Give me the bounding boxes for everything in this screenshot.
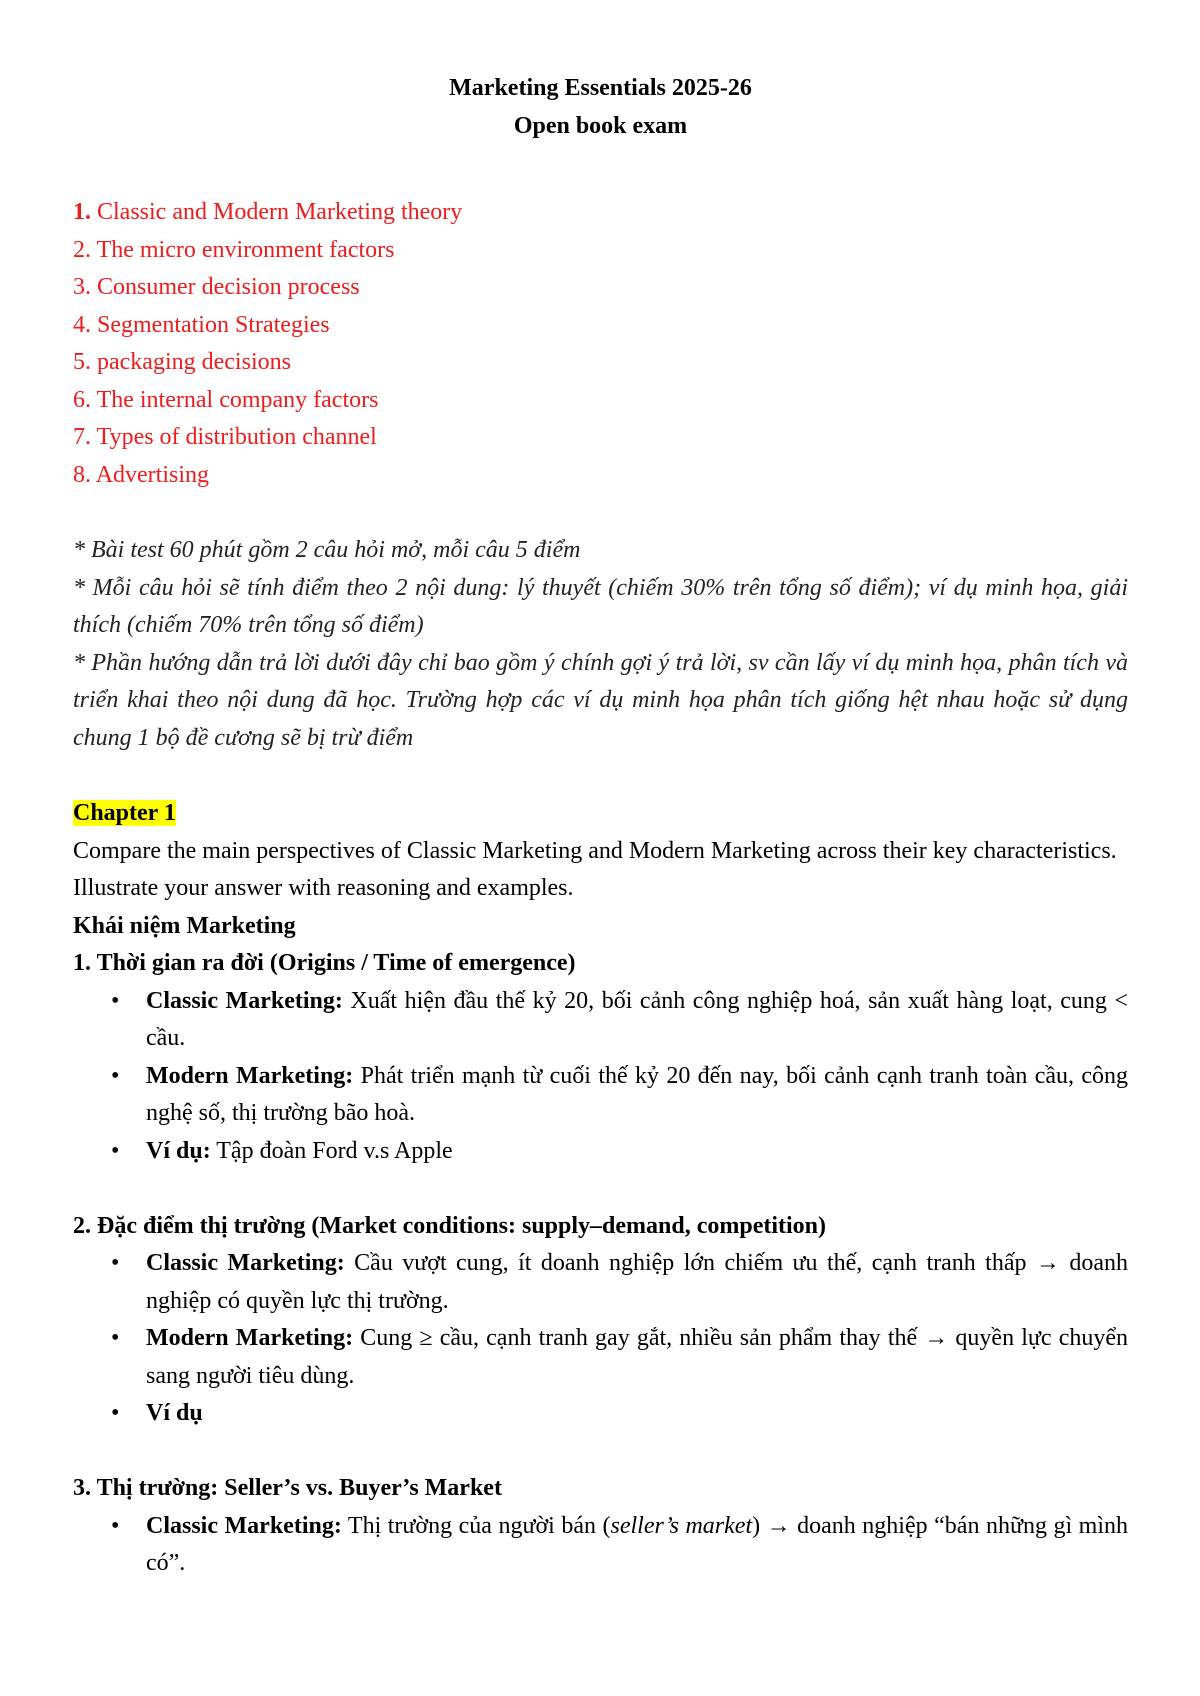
bullet-item: • Classic Marketing: Thị trường của người bán (seller’s market) → doanh nghiệp “bán những gì mình có”. — [146, 1508, 1128, 1583]
topic-item: 1. Classic and Modern Marketing theory — [73, 199, 463, 225]
bullet-item: • Modern Marketing: Phát triển mạnh từ cuối thế kỷ 20 đến nay, bối cảnh cạnh tranh toàn cầu, công nghệ số, thị trường bão hoà. — [146, 1058, 1128, 1133]
document-header — [73, 70, 1128, 145]
exam-notes — [73, 532, 1128, 757]
bullet-list — [73, 1245, 1128, 1433]
bullet-item: • Classic Marketing: Xuất hiện đầu thế kỷ 20, bối cảnh công nghiệp hoá, sản xuất hàng loạt, cung < cầu. — [146, 983, 1128, 1058]
topic-item: 2. The micro environment factors — [73, 236, 395, 263]
topic-item: 3. Consumer decision process — [73, 274, 360, 300]
chapter-heading — [73, 795, 1128, 833]
bullet-item: • Ví dụ: Tập đoàn Ford v.s Apple — [146, 1133, 1128, 1171]
bullet-list — [73, 1508, 1128, 1583]
chapter-highlight: Chapter 1 — [73, 800, 176, 826]
bullet-item: • Classic Marketing: Cầu vượt cung, ít doanh nghiệp lớn chiếm ưu thế, cạnh tranh thấp → doanh nghiệp có quyền lực thị trường. — [146, 1245, 1128, 1320]
topic-list — [73, 194, 1128, 494]
section-title: 2. Đặc điểm thị trường (Market conditions: supply–demand, competition) — [73, 1212, 827, 1239]
document-title: Marketing Essentials 2025-26 — [449, 75, 752, 101]
note-line: * Phần hướng dẫn trả lời dưới đây chỉ bao gồm ý chính gợi ý trả lời, sv cần lấy ví dụ minh họa, phân tích và triển khai theo nội dung đã học. Trường hợp các ví dụ minh họa phân tích giống hệt nhau hoặc sử dụng chung 1 bộ đề cương sẽ bị trừ điểm — [73, 649, 1128, 751]
topic-item: 8. Advertising — [73, 461, 210, 488]
section-title: 1. Thời gian ra đời (Origins / Time of emergence) — [73, 950, 576, 976]
bullet-item: • Ví dụ — [146, 1395, 1128, 1433]
concept-title: Khái niệm Marketing — [73, 912, 296, 939]
topic-item: 6. The internal company factors — [73, 386, 379, 413]
bullet-item: • Modern Marketing: Cung ≥ cầu, cạnh tranh gay gắt, nhiều sản phẩm thay thế → quyền lực chuyển sang người tiêu dùng. — [146, 1320, 1128, 1395]
note-line: * Mỗi câu hỏi sẽ tính điểm theo 2 nội dung: lý thuyết (chiếm 30% trên tổng số điểm); ví dụ minh họa, giải thích (chiếm 70% trên tổng số điểm) — [73, 574, 1128, 638]
topic-item: 4. Segmentation Strategies — [73, 311, 330, 338]
topic-item: 5. packaging decisions — [73, 349, 291, 375]
note-line: * Bài test 60 phút gồm 2 câu hỏi mở, mỗi câu 5 điểm — [73, 537, 581, 563]
topic-item: 7. Types of distribution channel — [73, 424, 377, 450]
section-title: 3. Thị trường: Seller’s vs. Buyer’s Market — [73, 1475, 502, 1501]
document-subtitle: Open book exam — [513, 112, 688, 139]
bullet-list — [73, 983, 1128, 1171]
chapter-question: Compare the main perspectives of Classic Marketing and Modern Marketing across their key characteristics. Illustrate your answer with reasoning and examples. — [73, 837, 1117, 901]
spacer — [73, 1433, 1128, 1471]
spacer — [73, 1170, 1128, 1208]
